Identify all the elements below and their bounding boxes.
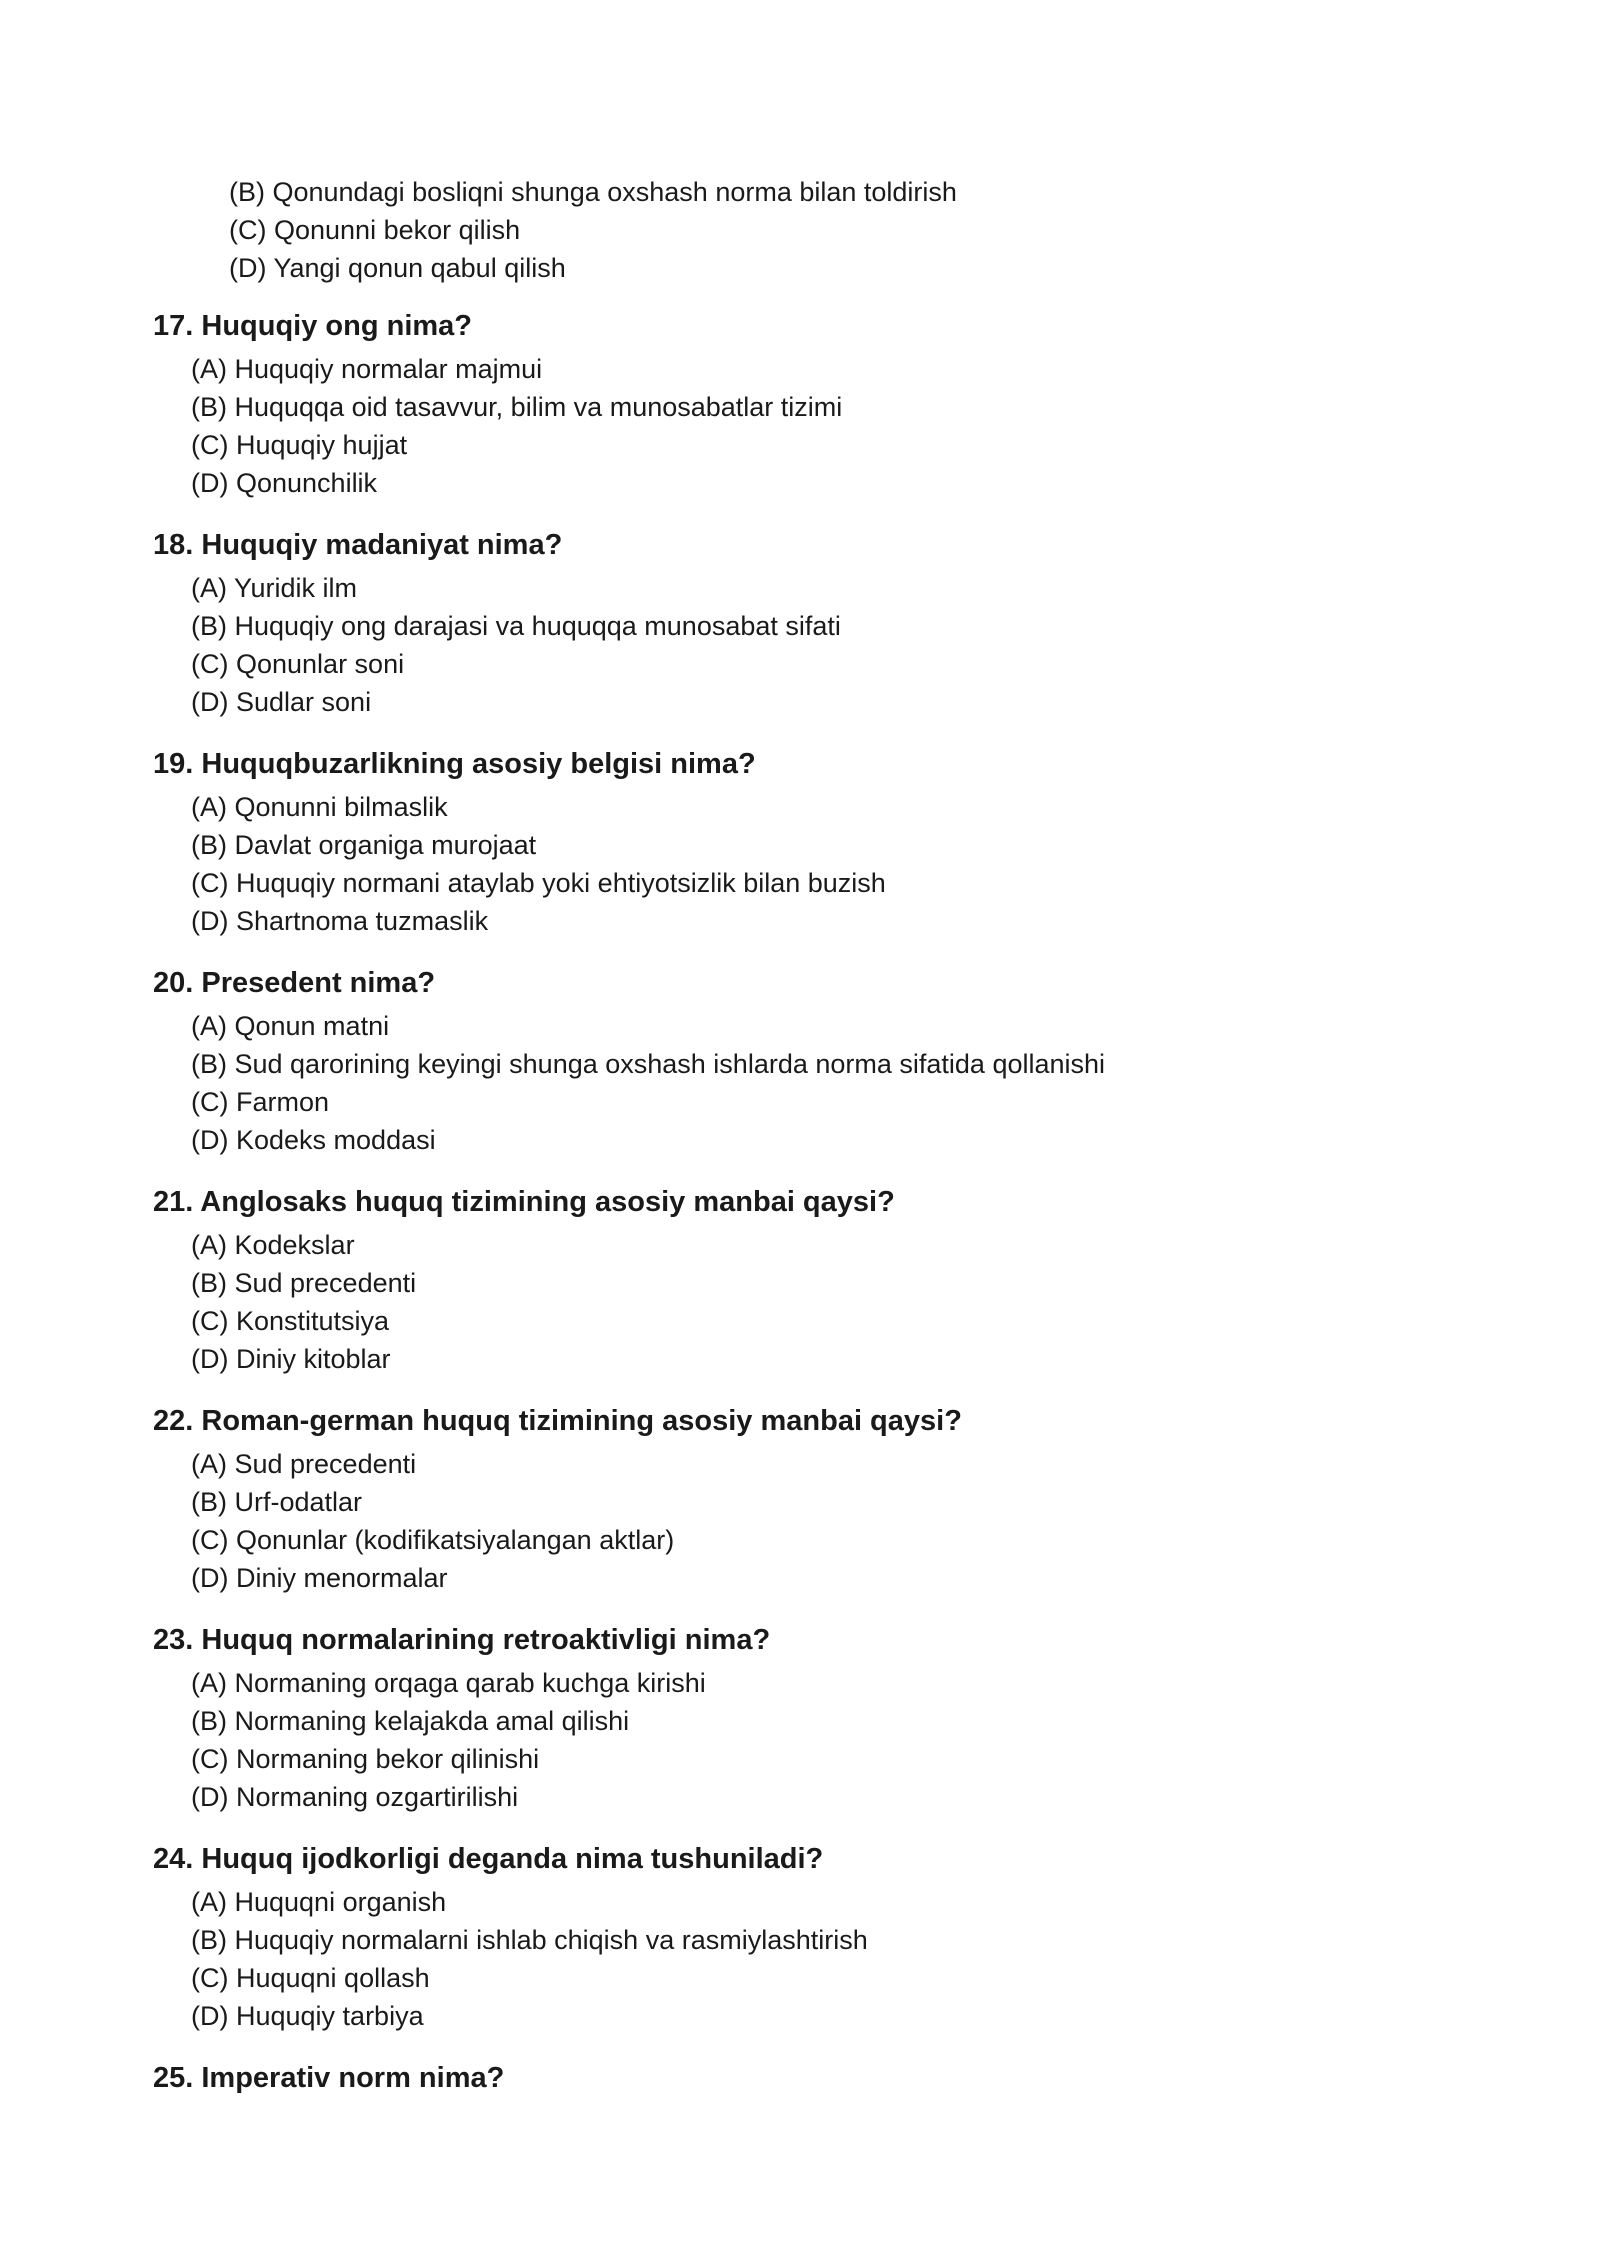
option: (B) Huquqiy normalarni ishlab chiqish va rasmiylashtirish: [191, 1925, 868, 1955]
option: (C) Farmon: [191, 1087, 330, 1117]
continued-options: [229, 173, 957, 287]
question-title: 20. Presedent nima?: [153, 967, 436, 999]
option: (A) Qonunni bilmaslik: [191, 792, 448, 822]
answer-options: [191, 788, 886, 940]
answer-options: [191, 350, 842, 502]
question-19: [153, 745, 886, 940]
answer-options: [191, 569, 841, 721]
option: (C) Qonunlar soni: [191, 649, 405, 679]
option: (C) Konstitutsiya: [191, 1306, 390, 1336]
question-23: [153, 1621, 770, 1816]
option: (D) Diniy kitoblar: [191, 1344, 391, 1374]
option: (D) Huquqiy tarbiya: [191, 2001, 424, 2031]
question-title: 24. Huquq ijodkorligi deganda nima tushuniladi?: [153, 1843, 824, 1875]
option: (D) Kodeks moddasi: [191, 1125, 436, 1155]
option: (A) Huquqni organish: [191, 1887, 447, 1917]
option: (D) Shartnoma tuzmaslik: [191, 906, 489, 936]
option: (C) Normaning bekor qilinishi: [191, 1744, 540, 1774]
option: (B) Qonundagi bosliqni shunga oxshash norma bilan toldirish: [229, 177, 957, 207]
option: (B) Sud qarorining keyingi shunga oxshash ishlarda norma sifatida qollanishi: [191, 1049, 1106, 1079]
question-title: 23. Huquq normalarining retroaktivligi nima?: [153, 1624, 771, 1656]
option: (C) Huquqni qollash: [191, 1963, 430, 1993]
option: (A) Sud precedenti: [191, 1449, 417, 1479]
option: (D) Normaning ozgartirilishi: [191, 1782, 519, 1812]
question-24: [153, 1840, 868, 2035]
option: (A) Kodekslar: [191, 1230, 355, 1260]
answer-options: [191, 1007, 1105, 1159]
option: (B) Normaning kelajakda amal qilishi: [191, 1706, 630, 1736]
option: (B) Urf-odatlar: [191, 1487, 363, 1517]
question-18: [153, 526, 841, 721]
option: (D) Yangi qonun qabul qilish: [229, 253, 566, 283]
option: (D) Sudlar soni: [191, 687, 372, 717]
option: (B) Sud precedenti: [191, 1268, 417, 1298]
option: (C) Qonunlar (kodifikatsiyalangan aktlar): [191, 1525, 675, 1555]
question-title: 25. Imperativ norm nima?: [153, 2062, 505, 2094]
question-25: [153, 2059, 504, 2097]
answer-options: [191, 1664, 770, 1816]
option: (B) Davlat organiga murojaat: [191, 830, 537, 860]
option: (A) Normaning orqaga qarab kuchga kirishi: [191, 1668, 706, 1698]
question-title: 18. Huquqiy madaniyat nima?: [153, 529, 563, 561]
option: (C) Huquqiy normani ataylab yoki ehtiyotsizlik bilan buzish: [191, 868, 886, 898]
question-title: 21. Anglosaks huquq tizimining asosiy manbai qaysi?: [153, 1186, 895, 1218]
question-title: 22. Roman-german huquq tizimining asosiy manbai qaysi?: [153, 1405, 962, 1437]
option: (B) Huquqiy ong darajasi va huquqqa munosabat sifati: [191, 611, 841, 641]
question-20: [153, 964, 1105, 1159]
option: (D) Diniy menormalar: [191, 1563, 448, 1593]
option: (A) Huquqiy normalar majmui: [191, 354, 543, 384]
question-17: [153, 307, 842, 502]
answer-options: [191, 1883, 868, 2035]
option: (B) Huquqqa oid tasavvur, bilim va munosabatlar tizimi: [191, 392, 843, 422]
option: (C) Huquqiy hujjat: [191, 430, 408, 460]
option: (D) Qonunchilik: [191, 468, 378, 498]
question-title: 19. Huquqbuzarlikning asosiy belgisi nima?: [153, 748, 756, 780]
option: (A) Yuridik ilm: [191, 573, 358, 603]
question-21: [153, 1183, 895, 1378]
answer-options: [191, 1226, 895, 1378]
question-title: 17. Huquqiy ong nima?: [153, 310, 473, 342]
answer-options: [191, 1445, 962, 1597]
question-22: [153, 1402, 962, 1597]
option: (A) Qonun matni: [191, 1011, 390, 1041]
option: (C) Qonunni bekor qilish: [229, 215, 521, 245]
